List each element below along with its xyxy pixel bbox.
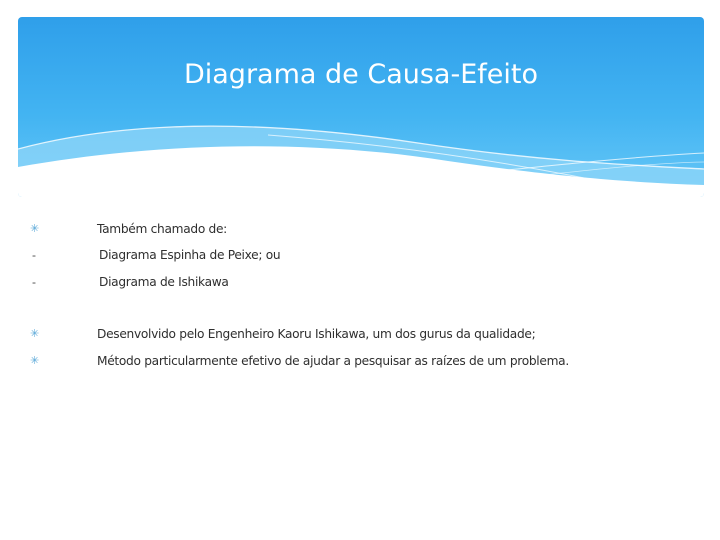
sub-bullet-item <box>30 245 280 265</box>
sub-bullet-text: Diagrama de Ishikawa <box>99 275 229 289</box>
sub-bullet-text: Diagrama Espinha de Peixe; ou <box>99 248 281 262</box>
star-icon: ✳ <box>30 328 40 340</box>
bullet-item <box>30 351 569 371</box>
star-icon: ✳ <box>30 223 40 235</box>
bullet-item <box>30 219 227 239</box>
sub-bullet-item <box>30 272 229 292</box>
bullet-text: Também chamado de: <box>97 222 227 236</box>
bullet-item <box>30 324 535 344</box>
star-icon: ✳ <box>30 355 40 367</box>
bullet-text: Desenvolvido pelo Engenheiro Kaoru Ishikawa, um dos gurus da qualidade; <box>97 327 536 341</box>
bullet-text: Método particularmente efetivo de ajudar a pesquisar as raízes de um problema. <box>97 354 569 368</box>
dash-marker: - <box>32 275 36 289</box>
slide-title: Diagrama de Causa-Efeito <box>183 59 539 90</box>
dash-marker: - <box>32 248 36 262</box>
